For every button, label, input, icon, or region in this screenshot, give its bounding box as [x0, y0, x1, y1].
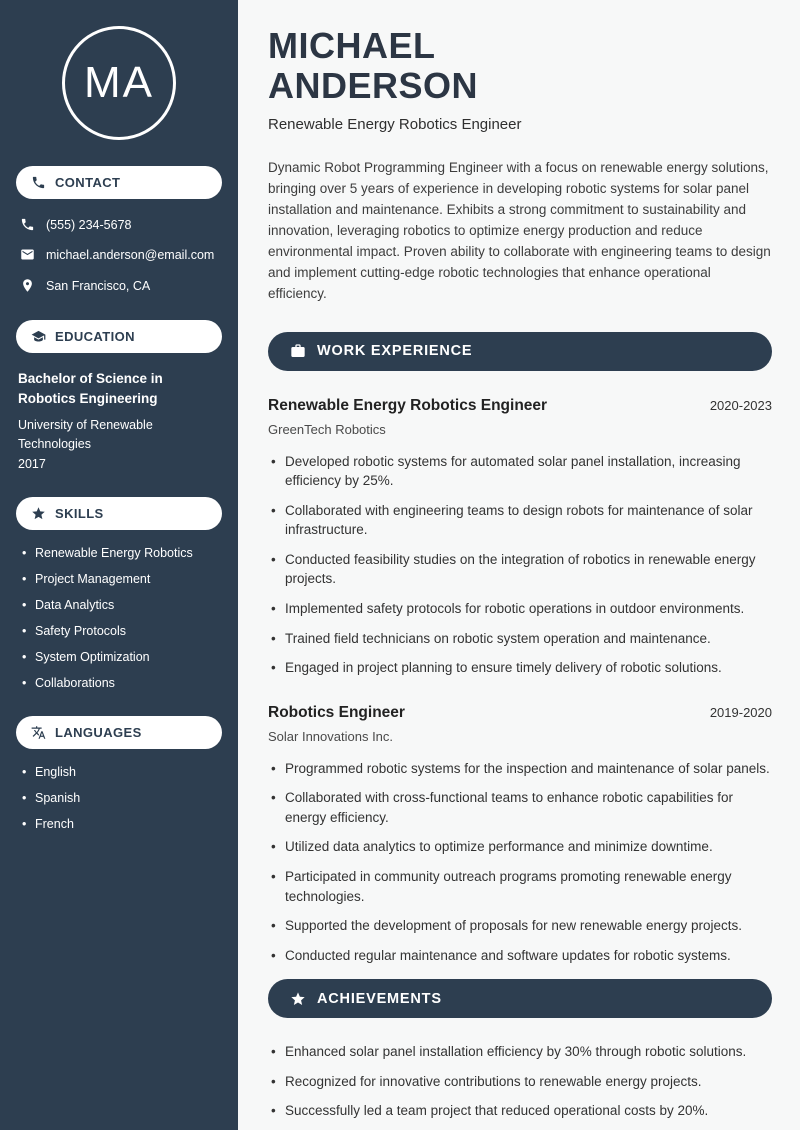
language-item: • English: [22, 765, 220, 779]
skills-list: [22, 546, 220, 690]
graduation-cap-icon: [31, 329, 46, 344]
translate-icon: [31, 725, 46, 740]
person-name: [268, 26, 772, 105]
job-header: [268, 704, 772, 722]
star-icon: [290, 991, 306, 1007]
achievements-banner: [268, 979, 772, 1018]
education-section-header: [16, 320, 222, 353]
job-entry: [268, 397, 772, 678]
languages-list: [22, 765, 220, 831]
languages-section: [0, 716, 238, 831]
job-company: Solar Innovations Inc.: [268, 728, 394, 744]
job-role: Robotics Engineer: [268, 703, 405, 721]
location-icon: [20, 278, 35, 293]
contact-location: [20, 278, 238, 294]
achievement-bullet: • Successfully led a team project that reduced operational costs by 20%.: [268, 1101, 772, 1121]
skill-item: • Safety Protocols: [22, 624, 220, 638]
job-dates: 2020-2023: [709, 397, 772, 413]
skill-item: • System Optimization: [22, 650, 220, 664]
education-entry: [18, 369, 220, 471]
language-item: • French: [22, 817, 220, 831]
education-section: [0, 320, 238, 471]
job-bullet: • Utilized data analytics to optimize performance and minimize downtime.: [268, 837, 772, 857]
achievement-bullet: • Recognized for innovative contributions to renewable energy projects.: [268, 1072, 772, 1092]
work-experience-title: WORK EXPERIENCE: [317, 343, 473, 360]
contact-section-header: [16, 166, 222, 199]
contact-email-text: michael.anderson@email.com: [46, 248, 215, 263]
first-name: MICHAEL: [268, 25, 436, 66]
job-bullet: • Conducted feasibility studies on the integration of robotics in renewable energy projects.: [268, 550, 772, 589]
skill-item: • Project Management: [22, 572, 220, 586]
skills-section: [0, 497, 238, 690]
education-degree: Bachelor of Science in Robotics Engineering: [18, 370, 163, 406]
avatar-initials: MA: [84, 58, 154, 107]
avatar: [62, 26, 176, 140]
job-bullet: • Trained field technicians on robotic system operation and maintenance.: [268, 629, 772, 649]
job-bullet: • Conducted regular maintenance and software updates for robotic systems.: [268, 946, 772, 966]
contact-email: [20, 247, 238, 263]
skill-item: • Data Analytics: [22, 598, 220, 612]
star-icon: [31, 506, 46, 521]
job-bullet: • Engaged in project planning to ensure timely delivery of robotic solutions.: [268, 658, 772, 678]
job-dates: 2019-2020: [709, 704, 772, 720]
achievement-bullet: • Enhanced solar panel installation efficiency by 30% through robotic solutions.: [268, 1042, 772, 1062]
last-name: ANDERSON: [268, 64, 479, 106]
work-experience-banner: [268, 332, 772, 371]
job-bullet-list: [268, 452, 772, 678]
contact-list: [20, 217, 238, 294]
phone-icon: [31, 175, 46, 190]
job-bullet-list: [268, 759, 772, 966]
achievements-list: [268, 1042, 772, 1121]
contact-phone-text: (555) 234-5678: [46, 218, 132, 232]
skills-section-header: [16, 497, 222, 530]
contact-phone: [20, 217, 238, 233]
briefcase-icon: [290, 343, 306, 359]
job-bullet: • Supported the development of proposals for new renewable energy projects.: [268, 916, 772, 936]
job-role: Renewable Energy Robotics Engineer: [268, 396, 548, 414]
job-bullet: • Developed robotic systems for automated solar panel installation, increasing efficiency by 25%.: [268, 452, 772, 491]
education-section-title: EDUCATION: [55, 328, 135, 344]
job-company: GreenTech Robotics: [268, 421, 386, 437]
languages-section-title: LANGUAGES: [55, 724, 142, 740]
contact-section-title: CONTACT: [55, 175, 121, 190]
education-school: University of Renewable Technologies: [18, 418, 153, 451]
job-header: [268, 397, 772, 415]
contact-section: [0, 166, 238, 294]
phone-icon: [20, 217, 35, 232]
languages-section-header: [16, 716, 222, 749]
avatar-wrap: [0, 0, 238, 140]
job-bullet: • Collaborated with engineering teams to design robots for maintenance of solar infrastructure.: [268, 501, 772, 540]
headline-job-title: Renewable Energy Robotics Engineer: [268, 116, 522, 134]
job-bullet: • Implemented safety protocols for robotic operations in outdoor environments.: [268, 599, 772, 619]
job-bullet: • Participated in community outreach programs promoting renewable energy technologies.: [268, 867, 772, 906]
skills-section-title: SKILLS: [55, 505, 104, 521]
job-bullet: • Programmed robotic systems for the inspection and maintenance of solar panels.: [268, 759, 772, 779]
job-entry: [268, 704, 772, 966]
job-bullet: • Collaborated with cross-functional teams to enhance robotic capabilities for energy efficiency.: [268, 788, 772, 827]
sidebar: [0, 0, 238, 1130]
summary-paragraph: Dynamic Robot Programming Engineer with a focus on renewable energy solutions, bringing over 5 years of experience in developing robotic systems for solar panel installation and maintenance. Exhibits a strong commitment to sustainability and innovation, leveraging robotics to optimize energy production and reduce environmental impact. Proven ability to collaborate with engineering teams to design and implement cutting-edge robotic technologies that enhance operational efficiency.: [268, 160, 771, 301]
contact-location-text: San Francisco, CA: [46, 278, 151, 293]
main-content: [238, 0, 800, 1130]
email-icon: [20, 247, 35, 262]
language-item: • Spanish: [22, 791, 220, 805]
achievements-title: ACHIEVEMENTS: [317, 990, 442, 1007]
skill-item: • Collaborations: [22, 676, 220, 690]
skill-item: • Renewable Energy Robotics: [22, 546, 220, 560]
education-year: 2017: [18, 456, 46, 471]
